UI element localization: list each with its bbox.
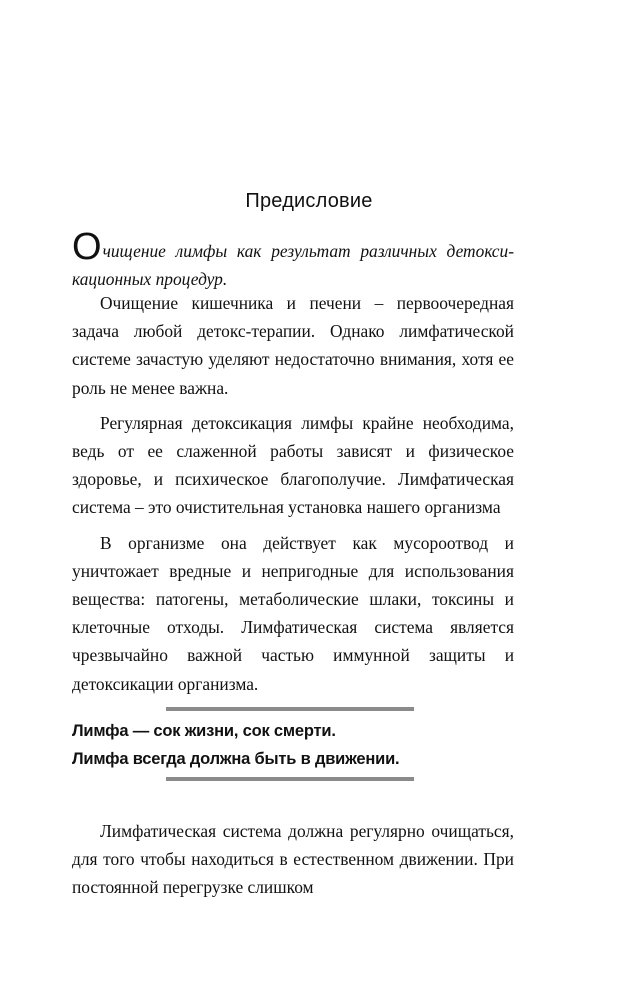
- intro-paragraph: [72, 226, 514, 293]
- quote-divider-top: [166, 707, 414, 711]
- quote-divider-bottom: [166, 777, 414, 781]
- drop-cap: О: [72, 226, 102, 268]
- paragraph-3: В организме она действует как мусороотвод и уничтожает вредные и непригодные для использования вещества: патогены, метаболические шлаки, токсины и клеточные отходы. Лимфатическая система является чрезвычайно важной частью иммунной защиты и детоксикации организма.: [72, 532, 514, 694]
- paragraph-2: Регулярная детоксикация лимфы крайне необходима, ведь от ее слаженной работы зависят и физическое здоровье, и психическое благополучие. Лимфатическая система – это очистительная установка нашего организма: [72, 412, 514, 518]
- pull-quote: [72, 717, 522, 773]
- paragraph-4: Лимфатическая система должна регулярно очищаться, для того чтобы находиться в естественном движении. При постоянной перегрузке слишком: [72, 821, 514, 898]
- quote-line-2: Лимфа всегда должна быть в движении.: [72, 750, 400, 768]
- chapter-heading: Предисловие: [245, 190, 373, 212]
- quote-line-1: Лимфа — сок жизни, сок смерти.: [72, 722, 336, 740]
- continued-text: [72, 817, 514, 909]
- intro-text: чищение лимфы как результат различных детокси-кационных процедур.: [72, 241, 514, 290]
- main-text: [72, 289, 514, 705]
- intro-block: [72, 226, 514, 293]
- paragraph-1: Очищение кишечника и печени – первоочередная задача любой детокс-терапии. Однако лимфатической системе зачастую уделяют недостаточно внимания, хотя ее роль не менее важна.: [72, 293, 514, 398]
